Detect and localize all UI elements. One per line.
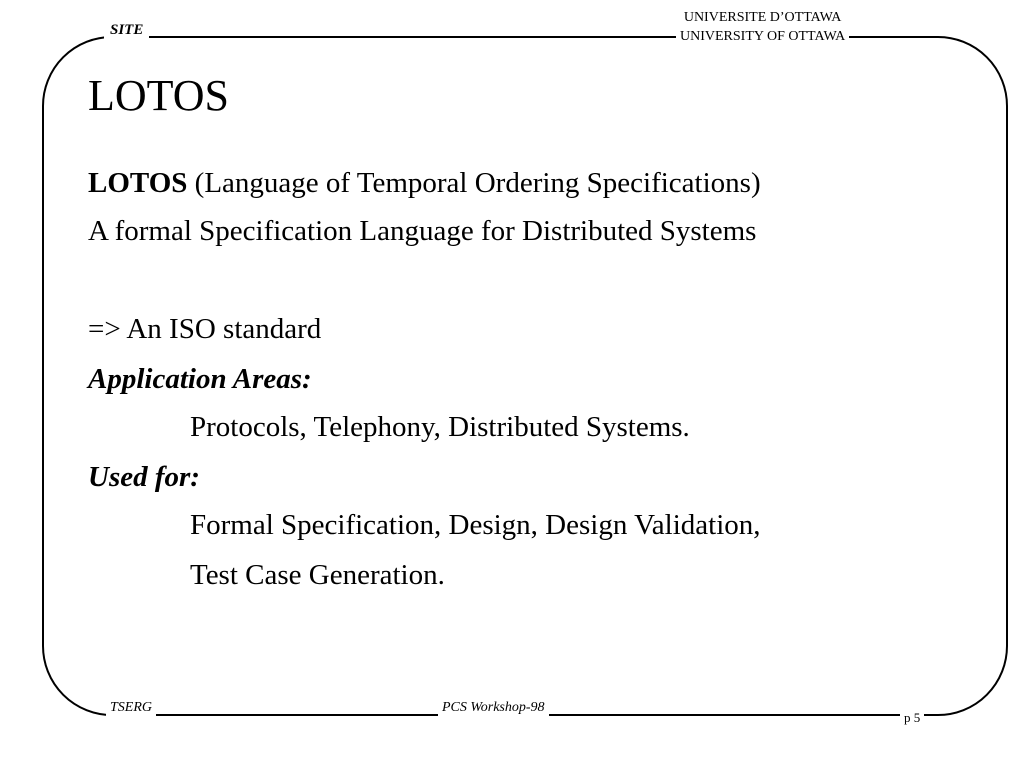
footer-group-label: TSERG (106, 700, 156, 716)
university-name-fr: UNIVERSITE D’OTTAWA (683, 10, 842, 25)
used-for-heading: Used for: (88, 461, 200, 493)
definition-line (88, 166, 761, 200)
acronym-expansion: (Language of Temporal Ordering Specifications) (187, 167, 761, 199)
footer-event-label: PCS Workshop-98 (438, 700, 549, 716)
application-areas-text: Protocols, Telephony, Distributed Systems. (190, 411, 690, 443)
acronym: LOTOS (88, 167, 188, 199)
slide-title: LOTOS (88, 71, 229, 120)
description-line: A formal Specification Language for Distributed Systems (88, 215, 757, 247)
application-areas-heading: Application Areas: (88, 363, 312, 395)
university-name-en: UNIVERSITY OF OTTAWA (680, 29, 846, 44)
page-number: p 5 (900, 710, 924, 726)
site-label: SITE (104, 22, 149, 39)
used-for-line-1: Formal Specification, Design, Design Validation, (190, 509, 761, 541)
iso-standard-line: => An ISO standard (88, 313, 322, 345)
university-name (676, 8, 849, 46)
used-for-line-2: Test Case Generation. (190, 559, 445, 591)
